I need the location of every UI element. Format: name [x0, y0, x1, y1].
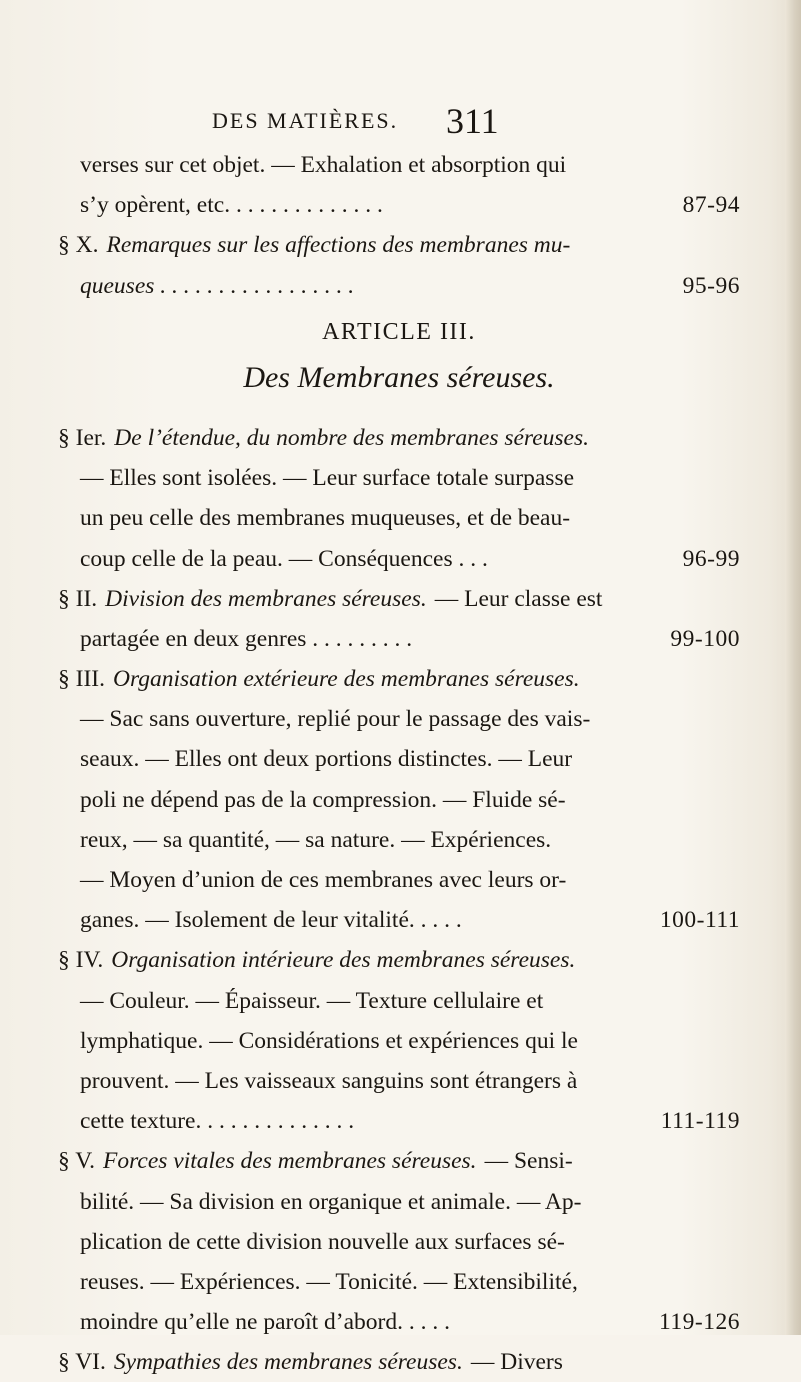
text-line	[58, 458, 740, 498]
entry-line	[58, 266, 740, 306]
page-range: 87-94	[682, 192, 740, 219]
line-text: seaux. — Elles ont deux portions distinctes. — Leur	[80, 746, 573, 773]
line-text: reux, — sa quantité, — sa nature. — Expériences.	[80, 826, 552, 853]
section-mark: § V.	[58, 1148, 96, 1175]
section-line	[58, 1141, 740, 1181]
line-text: reuses. — Expériences. — Tonicité. — Extensibilité,	[80, 1268, 578, 1295]
line-text: verses sur cet objet. — Exhalation et absorption qui	[80, 152, 567, 178]
line-text: — Moyen d’union de ces membranes avec leurs or-	[80, 867, 567, 893]
line-text: un peu celle des membranes muqueuses, et de beau-	[80, 505, 571, 532]
text-line	[58, 820, 740, 860]
entry-line	[58, 1101, 740, 1141]
section-line	[58, 659, 740, 699]
section-line	[58, 1342, 740, 1382]
line-text: prouvent. — Les vaisseaux sanguins sont étrangers à	[80, 1067, 578, 1094]
running-head	[0, 100, 801, 140]
text-line	[58, 1262, 740, 1302]
line-text: bilité. — Sa division en organique et animale. — Ap-	[80, 1188, 582, 1215]
page-range: 100-111	[659, 907, 740, 934]
entry-text: queuses . . . . . . . . . . . . . . . . .	[80, 272, 355, 299]
section-mark: § X.	[58, 232, 99, 259]
entry-text: ganes. — Isolement de leur vitalité. . . . .	[80, 907, 462, 934]
line-text: — Sac sans ouverture, replié pour le passage des vais-	[80, 706, 591, 733]
text-line	[58, 780, 740, 820]
table-of-contents-text	[58, 145, 740, 1382]
text-line	[58, 1182, 740, 1222]
line-text: — Sensi-	[484, 1148, 573, 1175]
article-label: ARTICLE III.	[322, 318, 476, 345]
line-text: — Divers	[470, 1349, 563, 1376]
entry-text: coup celle de la peau. — Conséquences . . .	[80, 545, 488, 572]
text-line	[58, 860, 740, 900]
section-title: Organisation intérieure des membranes séreuses.	[111, 947, 576, 974]
page-number: 311	[446, 101, 499, 141]
entry-line	[58, 619, 740, 659]
section-title: De l’étendue, du nombre des membranes séreuses.	[114, 424, 589, 451]
page-range: 119-126	[659, 1309, 740, 1336]
page-range: 99-100	[670, 625, 740, 652]
entry-line	[58, 185, 740, 225]
text-line	[58, 699, 740, 739]
section-title: Sympathies des membranes séreuses.	[113, 1349, 463, 1376]
section-mark: § II.	[58, 585, 98, 612]
section-line	[58, 940, 740, 980]
line-text: — Leur classe est	[434, 585, 603, 612]
section-line	[58, 418, 740, 458]
text-line	[58, 981, 740, 1021]
article-heading	[58, 312, 740, 352]
line-text: plication de cette division nouvelle aux surfaces sé-	[80, 1228, 565, 1255]
chapter-heading	[58, 358, 740, 402]
page-range: 96-99	[682, 545, 740, 572]
section-title: Organisation extérieure des membranes séreuses.	[112, 666, 580, 693]
page-range: 95-96	[682, 272, 740, 299]
section-title: Forces vitales des membranes séreuses.	[103, 1148, 477, 1175]
entry-line	[58, 900, 740, 940]
text-line	[58, 1222, 740, 1262]
section-mark: § Ier.	[58, 424, 107, 451]
page-edge	[785, 0, 801, 1335]
text-line	[58, 1021, 740, 1061]
section-mark: § VI.	[58, 1349, 106, 1376]
line-text: — Elles sont isolées. — Leur surface totale surpasse	[80, 465, 575, 492]
text-line	[58, 739, 740, 779]
text-line	[58, 498, 740, 538]
section-mark: § III.	[58, 666, 105, 693]
text-line	[58, 1061, 740, 1101]
section-title: Division des membranes séreuses.	[105, 585, 427, 612]
section-title: Remarques sur les affections des membranes mu-	[106, 232, 571, 259]
entry-line	[58, 1302, 740, 1342]
section-line	[58, 579, 740, 619]
entry-line	[58, 539, 740, 579]
entry-text: partagée en deux genres . . . . . . . . .	[80, 625, 413, 652]
line-text: — Couleur. — Épaisseur. — Texture cellulaire et	[80, 987, 544, 1014]
section-mark: § IV.	[58, 947, 104, 974]
running-head-title: DES MATIÈRES.	[212, 108, 399, 133]
entry-text: s’y opèrent, etc. . . . . . . . . . . . . .	[80, 192, 383, 219]
entry-text: cette texture. . . . . . . . . . . . . .	[80, 1108, 355, 1135]
text-line	[58, 145, 740, 185]
chapter-title: Des Membranes séreuses.	[243, 360, 555, 394]
page-range: 111-119	[660, 1108, 740, 1135]
line-text: lymphatique. — Considérations et expériences qui le	[80, 1027, 578, 1054]
line-text: poli ne dépend pas de la compression. — Fluide sé-	[80, 786, 566, 813]
entry-text: moindre qu’elle ne paroît d’abord. . . . .	[80, 1309, 451, 1336]
section-line	[58, 225, 740, 265]
